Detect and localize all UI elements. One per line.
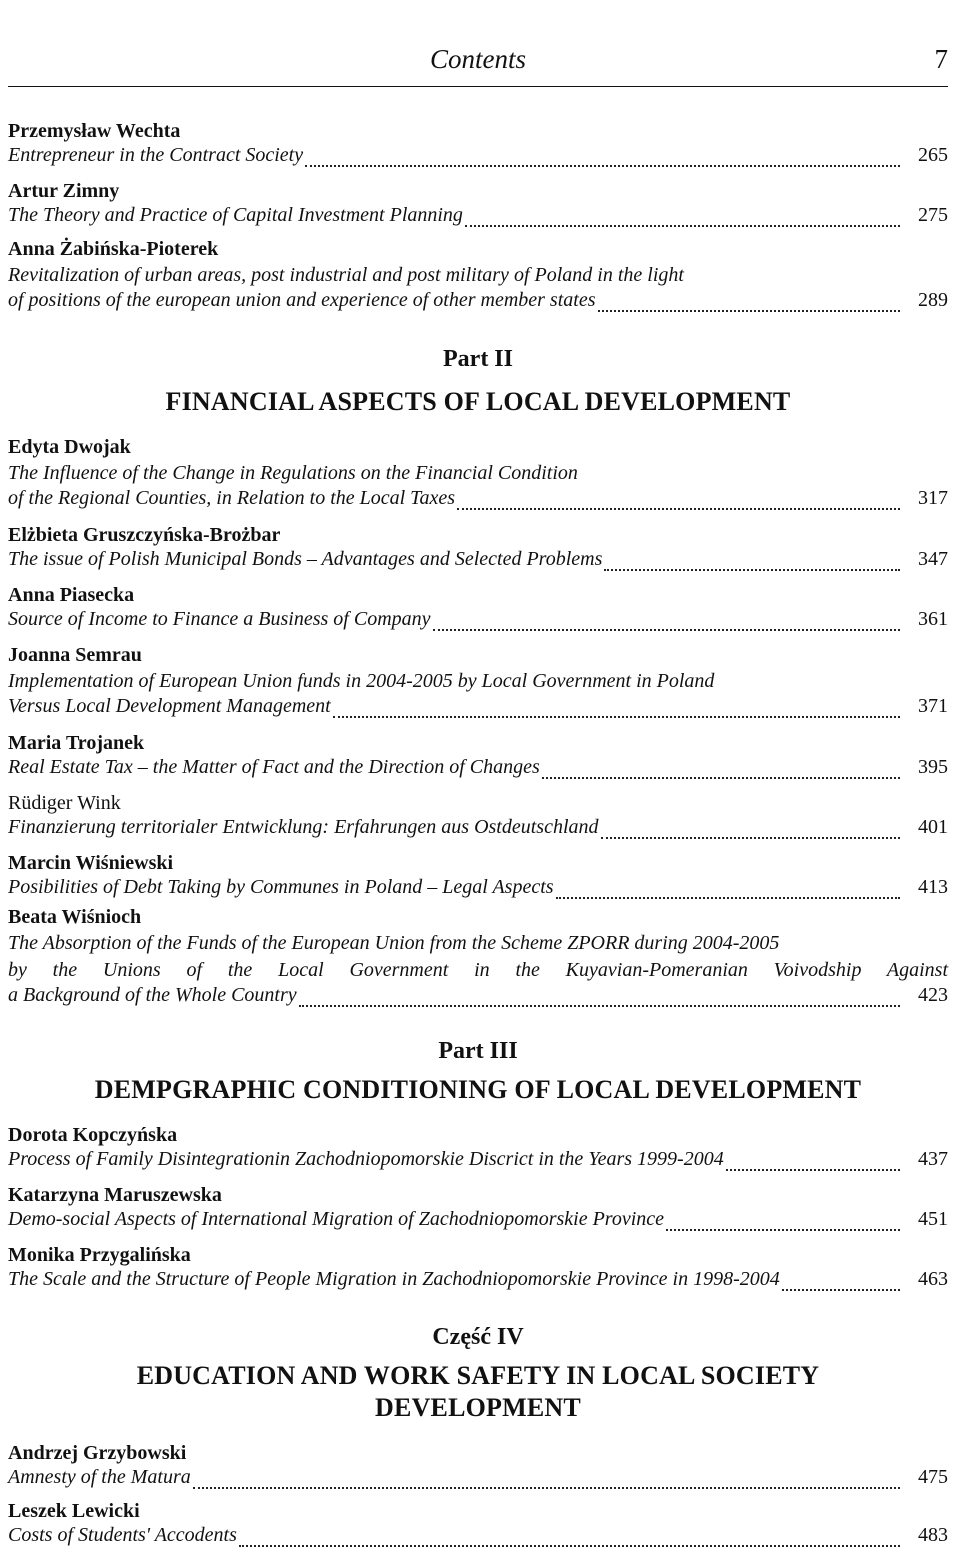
entry-title-line <box>8 204 948 227</box>
dot-leader <box>598 304 901 312</box>
part-2-title: FINANCIAL ASPECTS OF LOCAL DEVELOPMENT <box>165 387 791 416</box>
entry-title: a Background of the Whole Country <box>8 984 297 1006</box>
entry-author: Beata Wiśnioch <box>8 906 142 928</box>
entry-title-line <box>8 608 948 631</box>
entry-title-line <box>8 1208 948 1231</box>
dot-leader <box>556 891 900 899</box>
entry-page: 347 <box>918 548 948 570</box>
header-rule <box>8 86 948 87</box>
toc-entry-zabinska <box>8 236 948 312</box>
entry-author: Leszek Lewicki <box>8 1500 140 1522</box>
entry-title-line <box>8 144 948 167</box>
dot-leader <box>465 219 900 227</box>
dot-leader <box>782 1283 900 1291</box>
entry-title: Revitalization of urban areas, post industrial and post military of Poland in the light <box>8 264 684 286</box>
entry-author: Artur Zimny <box>8 180 120 202</box>
entry-author: Andrzej Grzybowski <box>8 1442 187 1464</box>
toc-entry-semrau <box>8 642 948 718</box>
dot-leader <box>299 999 900 1007</box>
entry-author: Monika Przygalińska <box>8 1244 191 1266</box>
toc-entry-maruszewska <box>8 1182 948 1231</box>
entry-author: Katarzyna Maruszewska <box>8 1184 222 1206</box>
entry-author: Anna Piasecka <box>8 584 135 606</box>
dot-leader <box>333 710 900 718</box>
entry-title: The Absorption of the Funds of the European Union from the Scheme ZPORR during 2004-2005 <box>8 932 780 954</box>
toc-entry-kopczynska <box>8 1122 948 1171</box>
entry-page: 437 <box>918 1148 948 1170</box>
toc-entry-piasecka <box>8 582 948 631</box>
part-4-title-line-2: DEVELOPMENT <box>375 1393 581 1422</box>
toc-entry-przygalinska <box>8 1242 948 1291</box>
entry-title: by the Unions of the Local Government in the Kuyavian-Pomeranian Voivodship Against <box>8 959 948 981</box>
entry-page: 423 <box>918 984 948 1006</box>
entry-title-line <box>8 756 948 779</box>
dot-leader <box>433 623 900 631</box>
entry-author: Anna Żabińska-Pioterek <box>8 238 219 260</box>
entry-title: of the Regional Counties, in Relation to the Local Taxes <box>8 487 456 509</box>
entry-page: 289 <box>918 289 948 311</box>
toc-entry-wisnioch <box>8 904 948 1007</box>
entry-page: 401 <box>918 816 948 838</box>
toc-entry-grzybowski <box>8 1440 948 1489</box>
entry-title: Entrepreneur in the Contract Society <box>8 144 304 166</box>
entry-author: Marcin Wiśniewski <box>8 852 174 874</box>
entry-title-line <box>8 1268 948 1291</box>
entry-page: 371 <box>918 695 948 717</box>
entry-title-line <box>8 876 948 899</box>
entry-title: Finanzierung territorialer Entwicklung: Erfahrungen aus Ostdeutschland <box>8 816 599 838</box>
entry-title-line <box>8 695 948 718</box>
dot-leader <box>457 502 900 510</box>
entry-title: Implementation of European Union funds in 2004-2005 by Local Government in Poland <box>8 670 715 692</box>
entry-page: 483 <box>918 1524 948 1546</box>
entry-title-line <box>8 487 948 510</box>
entry-page: 413 <box>918 876 948 898</box>
running-head <box>8 44 948 84</box>
page-number: 7 <box>934 44 948 74</box>
part-3-title: DEMPGRAPHIC CONDITIONING OF LOCAL DEVELOPMENT <box>94 1075 862 1104</box>
entry-title: The issue of Polish Municipal Bonds – Advantages and Selected Problems <box>8 548 603 570</box>
entry-page: 475 <box>918 1466 948 1488</box>
toc-entry-zimny <box>8 178 948 227</box>
part-4-title-line-1: EDUCATION AND WORK SAFETY IN LOCAL SOCIETY <box>136 1361 820 1390</box>
entry-title-line <box>8 1148 948 1171</box>
toc-entry-dwojak <box>8 434 948 510</box>
toc-entry-wechta <box>8 118 948 167</box>
entry-title: of positions of the european union and experience of other member states <box>8 289 596 311</box>
entry-title: The Scale and the Structure of People Migration in Zachodniopomorskie Province in 1998-2004 <box>8 1268 780 1290</box>
dot-leader <box>305 159 900 167</box>
entry-title-line <box>8 816 948 839</box>
dot-leader <box>239 1539 900 1547</box>
entry-title: Costs of Students' Accodents <box>8 1524 237 1546</box>
entry-page: 451 <box>918 1208 948 1230</box>
part-4-label: Część IV <box>432 1324 524 1350</box>
entry-title-line <box>8 1466 948 1489</box>
entry-title: Real Estate Tax – the Matter of Fact and the Direction of Changes <box>8 756 540 778</box>
part-2-label: Part II <box>443 346 513 372</box>
part-3-label: Part III <box>438 1038 518 1064</box>
entry-title: Amnesty of the Matura <box>8 1466 191 1488</box>
dot-leader <box>542 771 900 779</box>
entry-title: Process of Family Disintegrationin Zachodniopomorskie Discrict in the Years 1999-2004 <box>8 1148 724 1170</box>
entry-title-line <box>8 289 948 312</box>
entry-author: Rüdiger Wink <box>8 792 121 814</box>
entry-author: Maria Trojanek <box>8 732 145 754</box>
dot-leader <box>726 1163 900 1171</box>
entry-author: Joanna Semrau <box>8 644 142 666</box>
dot-leader <box>601 831 900 839</box>
dot-leader <box>604 563 900 571</box>
entry-page: 265 <box>918 144 948 166</box>
entry-title: The Influence of the Change in Regulations on the Financial Condition <box>8 462 578 484</box>
toc-entry-lewicki <box>8 1498 948 1547</box>
entry-title: Versus Local Development Management <box>8 695 331 717</box>
entry-title: The Theory and Practice of Capital Investment Planning <box>8 204 463 226</box>
toc-entry-wisniewski <box>8 850 948 899</box>
entry-author: Elżbieta Gruszczyńska-Brożbar <box>8 524 281 546</box>
toc-entry-wink <box>8 790 948 839</box>
toc-entry-trojanek <box>8 730 948 779</box>
entry-page: 317 <box>918 487 948 509</box>
entry-title: Source of Income to Finance a Business of Company <box>8 608 431 630</box>
entry-page: 275 <box>918 204 948 226</box>
entry-title-line <box>8 984 948 1007</box>
entry-author: Przemysław Wechta <box>8 120 181 142</box>
entry-page: 463 <box>918 1268 948 1290</box>
entry-page: 361 <box>918 608 948 630</box>
entry-title: Posibilities of Debt Taking by Communes in Poland – Legal Aspects <box>8 876 554 898</box>
entry-author: Dorota Kopczyńska <box>8 1124 178 1146</box>
toc-entry-gruszczynska <box>8 522 948 571</box>
running-title: Contents <box>429 44 526 74</box>
dot-leader <box>193 1481 900 1489</box>
dot-leader <box>666 1223 900 1231</box>
entry-page: 395 <box>918 756 948 778</box>
entry-title: Demo-social Aspects of International Migration of Zachodniopomorskie Province <box>8 1208 665 1230</box>
entry-title-line <box>8 1524 948 1547</box>
entry-title-line <box>8 548 948 571</box>
entry-author: Edyta Dwojak <box>8 436 131 458</box>
